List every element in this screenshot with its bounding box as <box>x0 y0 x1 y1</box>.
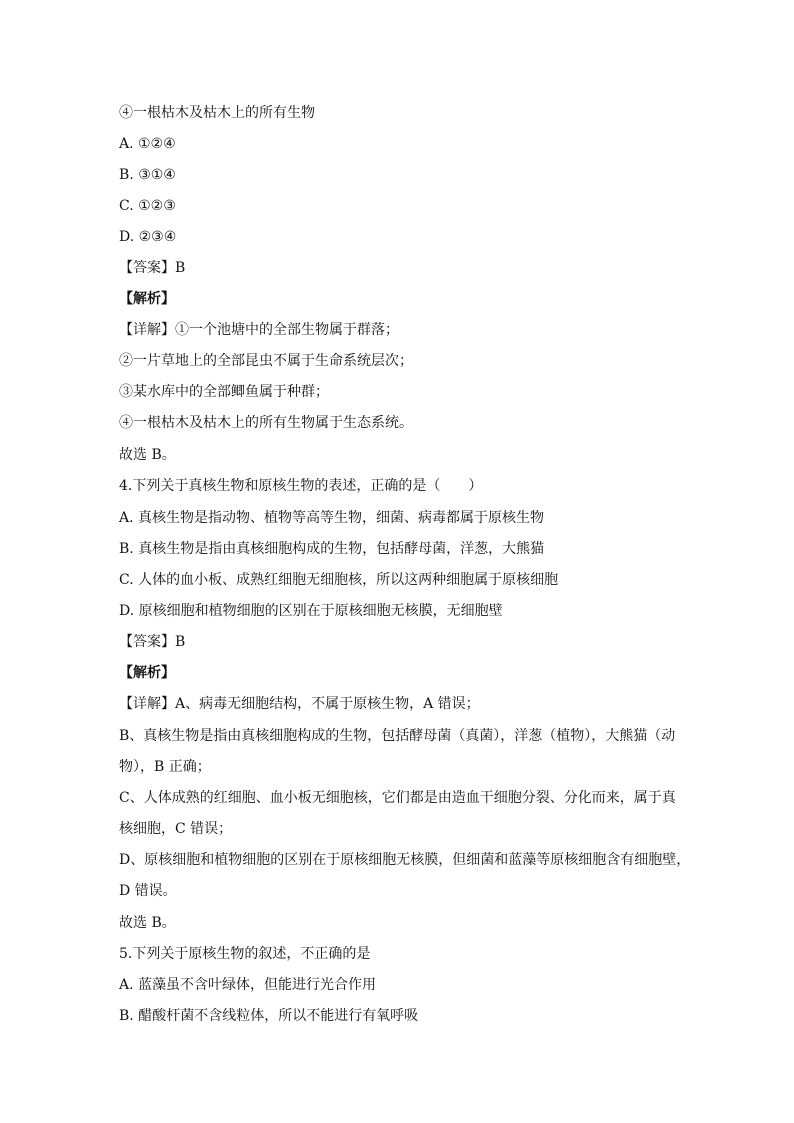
answer-line: 【答案】B <box>119 634 186 650</box>
option-c: C. 人体的血小板、成熟红细胞无细胞核，所以这两种细胞属于原核细胞 <box>119 572 559 588</box>
explanation-line: D 错误。 <box>119 883 177 899</box>
option-b: B. ③①④ <box>119 167 176 183</box>
option-a: A. 真核生物是指动物、植物等高等生物，细菌、病毒都属于原核生物 <box>119 510 545 526</box>
explanation-line: 【详解】A、病毒无细胞结构，不属于原核生物，A 错误； <box>119 696 480 712</box>
explanation-line: 物），B 正确； <box>119 759 211 775</box>
conclusion-line: 故选 B。 <box>119 915 176 931</box>
option-a: A. 蓝藻虽不含叶绿体，但能进行光合作用 <box>119 977 377 993</box>
question-5: 5.下列关于原核生物的叙述，不正确的是 <box>119 946 371 962</box>
option-b: B. 醋酸杆菌不含线粒体，所以不能进行有氧呼吸 <box>119 1008 419 1024</box>
option-a: A. ①②④ <box>119 136 176 152</box>
question-4: 4.下列关于真核生物和原核生物的表述，正确的是（ ） <box>119 478 483 494</box>
conclusion-line: 故选 B。 <box>119 447 176 463</box>
analysis-heading: 【解析】 <box>119 665 175 681</box>
option-c: C. ①②③ <box>119 198 176 214</box>
option-d: D. ②③④ <box>119 229 177 245</box>
explanation-line: 【详解】①一个池塘中的全部生物属于群落； <box>119 322 399 338</box>
explanation-line: D、原核细胞和植物细胞的区别在于原核细胞无核膜，但细菌和蓝藻等原核细胞含有细胞壁， <box>119 852 691 868</box>
explanation-line: ③某水库中的全部鲫鱼属于种群； <box>119 384 329 400</box>
analysis-heading: 【解析】 <box>119 291 175 307</box>
option-b: B. 真核生物是指由真核细胞构成的生物，包括酵母菌，洋葱，大熊猫 <box>119 541 545 557</box>
answer-line: 【答案】B <box>119 260 186 276</box>
explanation-line: B、真核生物是指由真核细胞构成的生物，包括酵母菌（真菌），洋葱（植物），大熊猫（动 <box>119 728 676 744</box>
explanation-line: ④一根枯木及枯木上的所有生物属于生态系统。 <box>119 415 413 431</box>
explanation-line: 核细胞，C 错误； <box>119 821 233 837</box>
explanation-line: C、人体成熟的红细胞、血小板无细胞核，它们都是由造血干细胞分裂、分化而来，属于真 <box>119 790 676 806</box>
text-line: ④一根枯木及枯木上的所有生物 <box>119 105 315 121</box>
option-d: D. 原核细胞和植物细胞的区别在于原核细胞无核膜，无细胞壁 <box>119 603 503 619</box>
explanation-line: ②一片草地上的全部昆虫不属于生命系统层次； <box>119 353 413 369</box>
